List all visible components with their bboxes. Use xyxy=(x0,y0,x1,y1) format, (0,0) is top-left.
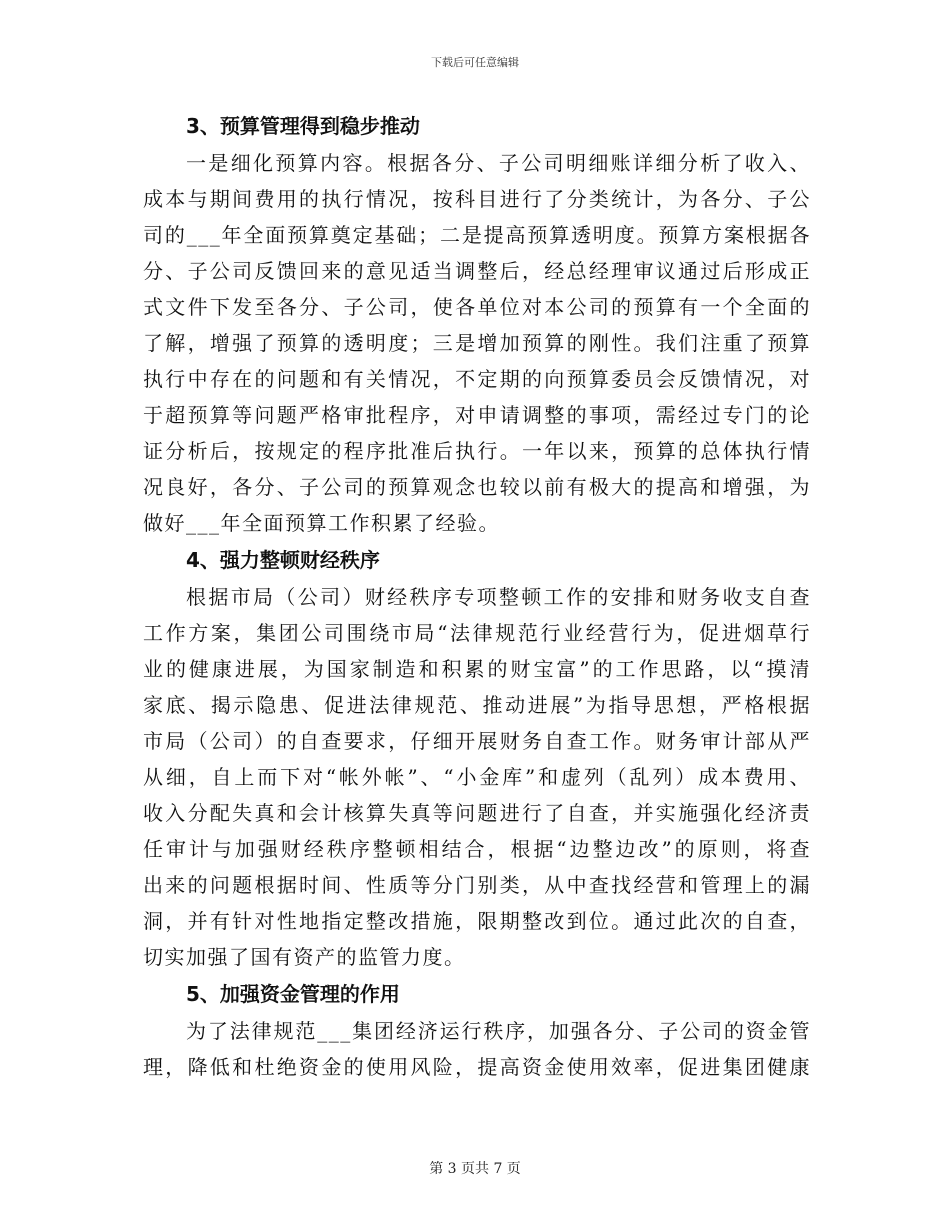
paragraph-line: 司的___年全面预算奠定基础；二是提高预算透明度。预算方案根据各 xyxy=(143,223,811,247)
paragraph-line: 市局（公司）的自查要求，仔细开展财务自查工作。财务审计部从严 xyxy=(143,729,811,753)
paragraph-line: 业的健康进展，为国家制造和积累的财宝富”的工作思路，以“摸清 xyxy=(143,657,811,681)
paragraph-line: 收入分配失真和会计核算失真等问题进行了自查，并实施强化经济责 xyxy=(143,801,811,825)
paragraph-line: 洞，并有针对性地指定整改措施，限期整改到位。通过此次的自查， xyxy=(143,909,811,933)
paragraph-line: 做好___年全面预算工作积累了经验。 xyxy=(143,511,500,535)
paragraph-line: 成本与期间费用的执行情况，按科目进行了分类统计，为各分、子公 xyxy=(143,187,811,211)
paragraph-line: 出来的问题根据时间、性质等分门别类，从中查找经营和管理上的漏 xyxy=(143,873,811,897)
section-heading: 3、预算管理得到稳步推动 xyxy=(186,114,420,138)
paragraph-line: 证分析后，按规定的程序批准后执行。一年以来，预算的总体执行情 xyxy=(143,439,811,463)
paragraph-line: 了解，增强了预算的透明度；三是增加预算的刚性。我们注重了预算 xyxy=(143,331,811,355)
paragraph-line: 任审计与加强财经秩序整顿相结合，根据“边整边改”的原则，将查 xyxy=(143,837,811,861)
page-header: 下载后可任意编辑 xyxy=(431,56,519,69)
paragraph-line: 工作方案，集团公司围绕市局“法律规范行业经营行为，促进烟草行 xyxy=(143,621,811,645)
section-heading: 5、加强资金管理的作用 xyxy=(186,982,400,1006)
paragraph-line: 从细，自上而下对“帐外帐”、“小金库”和虚列（乱列）成本费用、 xyxy=(143,765,811,789)
paragraph-line: 一是细化预算内容。根据各分、子公司明细账详细分析了收入、 xyxy=(186,151,811,175)
paragraph-line: 为了法律规范___集团经济运行秩序，加强各分、子公司的资金管 xyxy=(186,1019,811,1043)
paragraph-line: 家底、揭示隐患、促进法律规范、推动进展”为指导思想，严格根据 xyxy=(143,693,811,717)
page-footer: 第 3 页共 7 页 xyxy=(429,1161,521,1177)
paragraph-line: 理，降低和杜绝资金的使用风险，提高资金使用效率，促进集团健康 xyxy=(143,1055,811,1079)
section-heading: 4、强力整顿财经秩序 xyxy=(186,548,380,572)
paragraph-line: 于超预算等问题严格审批程序，对申请调整的事项，需经过专门的论 xyxy=(143,403,811,427)
paragraph-line: 式文件下发至各分、子公司，使各单位对本公司的预算有一个全面的 xyxy=(143,295,811,319)
document-body xyxy=(143,107,811,1085)
paragraph-line: 况良好，各分、子公司的预算观念也较以前有极大的提高和增强，为 xyxy=(143,475,811,499)
paragraph-line: 执行中存在的问题和有关情况，不定期的向预算委员会反馈情况，对 xyxy=(143,367,811,391)
paragraph-line: 分、子公司反馈回来的意见适当调整后，经总经理审议通过后形成正 xyxy=(143,259,811,283)
paragraph-line: 根据市局（公司）财经秩序专项整顿工作的安排和财务收支自查 xyxy=(186,585,811,609)
paragraph-line: 切实加强了国有资产的监管力度。 xyxy=(143,945,466,969)
